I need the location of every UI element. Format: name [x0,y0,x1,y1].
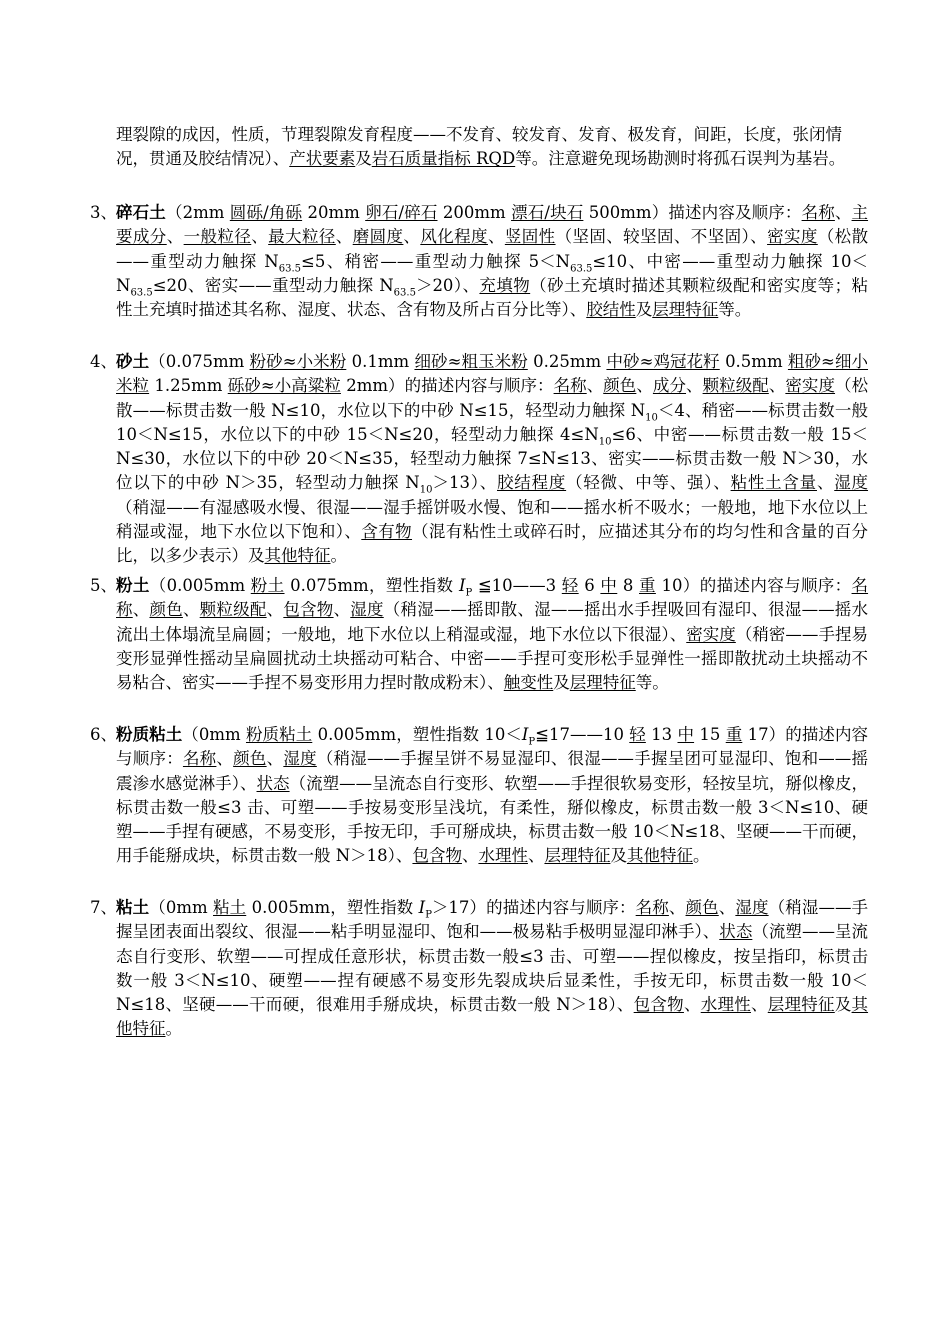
underlined-term: 层理特征 [767,995,835,1015]
list-item [90,723,868,869]
text-run: 0.1mm [346,352,415,371]
list-item-body [116,350,868,569]
underlined-term: 湿度 [735,898,769,917]
intro-text-1: 理裂隙的成因，性质，节理裂隙发育程度——不发育、较发育、发育、极发育，间距，长度，张闭情况，贯通及胶结情况）、 [116,125,842,169]
text-run: 、 [750,995,768,1015]
text-run: ≤6、中密——标贯击数一般 15＜N≤30，水位以下的中砂 20＜N≤35，轻型动力触探 7≤N≤13、密实——标贯击数一般 N＞30，水位以下的中砂 N＞35，轻型动力触探 N [116,424,868,493]
text-run: 。 [330,546,347,566]
text-run: 0.25mm [527,352,607,371]
text-run: （稍湿——有湿感吸水慢、很湿——湿手摇饼吸水慢、饱和——摇水析不吸水；一般地，地下水位以上稍湿或湿，地下水位以下饱和）、 [116,497,868,542]
underlined-term: 颜色 [603,376,637,396]
underlined-term: 磨圆度 [352,227,404,247]
subscript: 63.5 [130,287,153,299]
list-item-number: 4、 [90,352,117,371]
item-heading: 粉质粘土 [116,725,183,744]
underlined-term: 主要成分 [116,203,869,247]
list-item-number: 7、 [90,898,117,917]
text-run: 、 [487,227,505,247]
underlined-term: 颗粒级配 [702,376,769,396]
underlined-term: 触变性 [503,673,554,693]
underlined-term: 重 [639,576,656,595]
underlined-term: 名称 [801,203,835,222]
text-run: 。 [692,846,710,866]
text-run: ≦10——3 [472,576,562,595]
underlined-term: 最大粒径 [268,227,336,247]
text-run: 及 [834,995,852,1015]
text-run: 0.5mm [719,352,788,371]
text-run: 8 [617,576,640,595]
underlined-term: 层理特征 [569,673,636,693]
underlined-term: 含有物 [361,522,413,542]
text-run: ≤5、稍密——重型动力触探 5＜N [301,251,571,271]
text-run: ＜4、稍密——标贯击数一般 10＜N≤15，水位以下的中砂 15＜N≤20，轻型动力触探 4≤N [116,400,868,444]
subscript: 10 [419,484,433,496]
text-run: （0mm [149,898,213,917]
text-run: I [418,898,426,917]
text-run: （0.005mm [149,576,251,595]
text-run: 0.005mm，塑性指数 10＜ [312,725,522,744]
list-item [90,350,868,569]
underlined-term: 细砂≈粗玉米粉 [414,352,528,371]
text-run: 、 [216,749,234,769]
text-run: （流塑——呈流态自行变形、软塑——手捏很软易变形，轻按呈坑，掰似橡皮，标贯击数一般≤3 击、可塑——手按易变形呈浅坑，有柔性，掰似橡皮，标贯击数一般 3＜N≤10、硬塑——手捏有硬感，不易变形，手按无印，手可掰成块，标贯击数一般 10＜N≤18、坚硬——干而硬，用手能掰成块，标贯击数一般 N＞18）、 [116,773,869,866]
text-run: ＞20）、 [415,275,480,295]
underlined-term: 胶结程度 [497,473,567,493]
subscript: 63.5 [278,262,301,274]
list-item-number: 5、 [90,576,117,595]
intro-text-2: 及 [355,149,372,169]
underlined-term: 层理特征 [652,300,719,320]
text-run: （坚固、较坚固、不坚固）、 [555,227,768,247]
text-run: 、 [586,376,604,396]
text-run: 2mm）的描述内容与顺序： [340,376,554,396]
text-run: 0.075mm，塑性指数 [284,576,459,595]
list-item-number: 6、 [90,725,117,744]
list-item-body [116,896,868,1042]
text-run: 、 [132,600,150,620]
text-run: （0.075mm [149,352,250,371]
underlined-term: 粉质粘土 [245,725,313,744]
text-run: 、 [333,600,351,620]
text-run: ＞17）的描述内容与顺序： [431,898,636,917]
text-run: （稍湿——手握呈团表面出裂纹、很湿——粘手明显湿印、饱和——极易粘手极明显湿印淋手）、 [116,898,869,942]
text-run: 20mm [302,203,366,222]
text-run: 及 [553,673,570,693]
text-run: 、 [527,846,545,866]
underlined-term: 重 [725,725,743,744]
text-run: 15 [694,725,726,744]
intro-text-3: 等。注意避免现场勘测时将孤石误判为基岩。 [515,149,846,169]
subscript: 63.5 [570,262,593,274]
text-run: 、 [266,600,284,620]
underlined-term: 状态 [719,922,753,942]
text-run: 6 [578,576,601,595]
text-run: 、 [182,600,200,620]
text-run: （稍湿——手握呈饼不易显湿印、很湿——手握呈团可显湿印、饱和——摇震渗水感觉淋手）、 [116,749,869,793]
text-run: （松散——标贯击数一般 N≤10，水位以下的中砂 N≤15，轻型动力触探 N [116,376,869,420]
text-run: ≤20、密实——重型动力触探 N [152,275,394,295]
underlined-term: 名称 [182,749,217,769]
underlined-term: 卵石/碎石 [365,203,438,222]
text-run: 、 [768,376,786,396]
underlined-term: 湿度 [350,600,384,620]
text-run: 等。 [635,673,669,693]
list-item [90,574,868,695]
text-run: 、 [816,473,835,493]
underlined-term: 水理性 [700,995,751,1015]
underlined-term: 轻 [629,725,646,744]
underlined-term: 粉土 [250,576,285,595]
subscript: P [528,736,536,748]
text-run: 等。 [718,300,752,320]
underlined-term: 名称 [553,376,587,396]
text-run: ≤10、中密——重型动力触探 10＜N [116,251,868,295]
underlined-term: 颜色 [685,898,719,917]
underlined-term: 层理特征 [544,846,611,866]
underlined-term: 粉砂≈小米粉 [249,352,347,371]
text-run: 、 [251,227,269,247]
underlined-term: 充填物 [479,275,531,295]
text-run: 、 [636,376,653,396]
text-run: （混有粘性土或碎石时，应描述其分布的均匀性和含量的百分比，以多少表示）及 [116,522,869,566]
underlined-term: 竖固性 [504,227,556,247]
underlined-term: 名称 [635,898,669,917]
underlined-term: 密实度 [767,227,818,247]
item-heading: 粉土 [116,576,150,595]
text-run: 1.25mm [149,376,228,396]
intro-paragraph [116,123,868,172]
text-run: 。 [165,1019,182,1039]
underlined-term: 粗砂≈细小米粒 [116,352,869,396]
underlined-term: 漂石/块石 [511,203,584,222]
underlined-term: 中砂≈鸡冠花籽 [606,352,720,371]
list-item [90,896,868,1042]
text-run: 200mm [437,203,512,222]
item-heading: 砂土 [116,352,150,371]
underlined-term: 粘土 [213,898,247,917]
text-run: （砂土充填时描述其颗粒级配和密实度等；粘性土充填时描述其名称、湿度、状态、含有物及所占百分比等）、 [116,275,869,320]
subscript: 10 [598,436,612,448]
subscript: P [425,909,432,921]
underlined-term: 粘性土含量 [730,473,817,493]
text-run: 13 [645,725,678,744]
text-run: （轻微、中等、强）、 [566,473,731,493]
text-run: 17）的描述内容与顺序： [116,725,869,769]
underlined-term: 颗粒级配 [199,600,267,620]
underlined-term: 砾砂≈小高粱粒 [227,376,341,396]
underlined-term: 其他特征 [264,546,331,566]
text-run: （0mm [182,725,246,744]
text-run: ＞13）、 [432,473,498,493]
text-run: I [458,576,466,595]
underlined-term: 密实度 [686,624,736,644]
text-run: （2mm [165,203,230,222]
text-run: 、 [834,203,852,222]
text-run: 、 [335,227,353,247]
underlined-term: 湿度 [283,749,317,769]
text-run: ≦17——10 [535,725,630,744]
text-run: （稍湿——摇即散、湿——摇出水手捏吸回有湿印、很湿——摇水流出土体塌流呈扁圆；一般地，地下水位以上稍湿或湿，地下水位以下很湿）、 [116,600,869,644]
text-run: I [521,725,529,744]
underlined-term: 圆砾/角砾 [229,203,303,222]
underlined-term: 名称 [116,576,869,620]
text-run: 、 [166,227,184,247]
text-run: （流塑——呈流态自行变形、软塑——可捏成任意形状，标贯击数一般≤3 击、可塑——捏似橡皮，按呈指印，标贯击数一般 3＜N≤10、硬塑——捏有硬感不易变形先裂成块后显柔性，手按无印，标贯击数一般 10＜N≤18、坚硬——干而硬，很难用手掰成块，标贯击数一般 N＞18）、 [116,922,869,1015]
underlined-term: 胶结性 [586,300,636,320]
underlined-term: 其他特征 [626,846,693,866]
underlined-term: 颜色 [233,749,267,769]
text-run: 、 [668,898,686,917]
subscript: 63.5 [393,287,416,299]
text-run: 、 [461,846,479,866]
text-run: 500mm）描述内容及顺序： [583,203,802,222]
subscript: 10 [645,411,658,423]
text-run: 、 [683,995,701,1015]
intro-underline-1: 产状要素 [289,149,356,169]
list-item [90,201,868,322]
item-heading: 粘土 [116,898,150,917]
underlined-term: 成分 [652,376,687,396]
text-run: 及 [635,300,653,320]
underlined-term: 其他特征 [116,995,869,1039]
underlined-term: 密实度 [785,376,836,396]
subscript: P [465,587,473,599]
underlined-term: 包含物 [412,846,462,866]
underlined-term: 风化程度 [420,227,488,247]
underlined-term: 状态 [256,773,290,793]
underlined-term: 颜色 [149,600,183,620]
list-item-number: 3、 [90,203,117,222]
underlined-term: 轻 [561,576,579,595]
text-run: 10）的描述内容与顺序： [655,576,852,595]
text-run: （稍密——手捏易变形显弹性摇动呈扁圆扰动土块摇动可粘合、中密——手捏可变形松手显弹性一摇即散扰动土块摇动不易粘合、密实——手捏不易变形用力捏时散成粉末）、 [116,624,869,693]
underlined-term: 中 [677,725,695,744]
text-run: 0.005mm，塑性指数 [246,898,419,917]
underlined-term: 包含物 [633,995,684,1015]
underlined-term: 中 [600,576,618,595]
list-item-body [116,574,868,695]
text-run: （松散——重型动力触探 N [116,227,869,271]
text-run: 、 [686,376,703,396]
list-item-body [116,723,868,869]
text-run: 、 [266,749,284,769]
underlined-term: 包含物 [283,600,334,620]
item-heading: 碎石土 [116,203,166,222]
underlined-term: 一般粒径 [183,227,252,247]
list-item-body [116,201,868,322]
intro-underline-2: 岩石质量指标 RQD [371,149,516,169]
text-run: 、 [403,227,421,247]
underlined-term: 水理性 [478,846,528,866]
text-run: 及 [610,846,627,866]
text-run: 、 [718,898,736,917]
underlined-term: 湿度 [834,473,869,493]
